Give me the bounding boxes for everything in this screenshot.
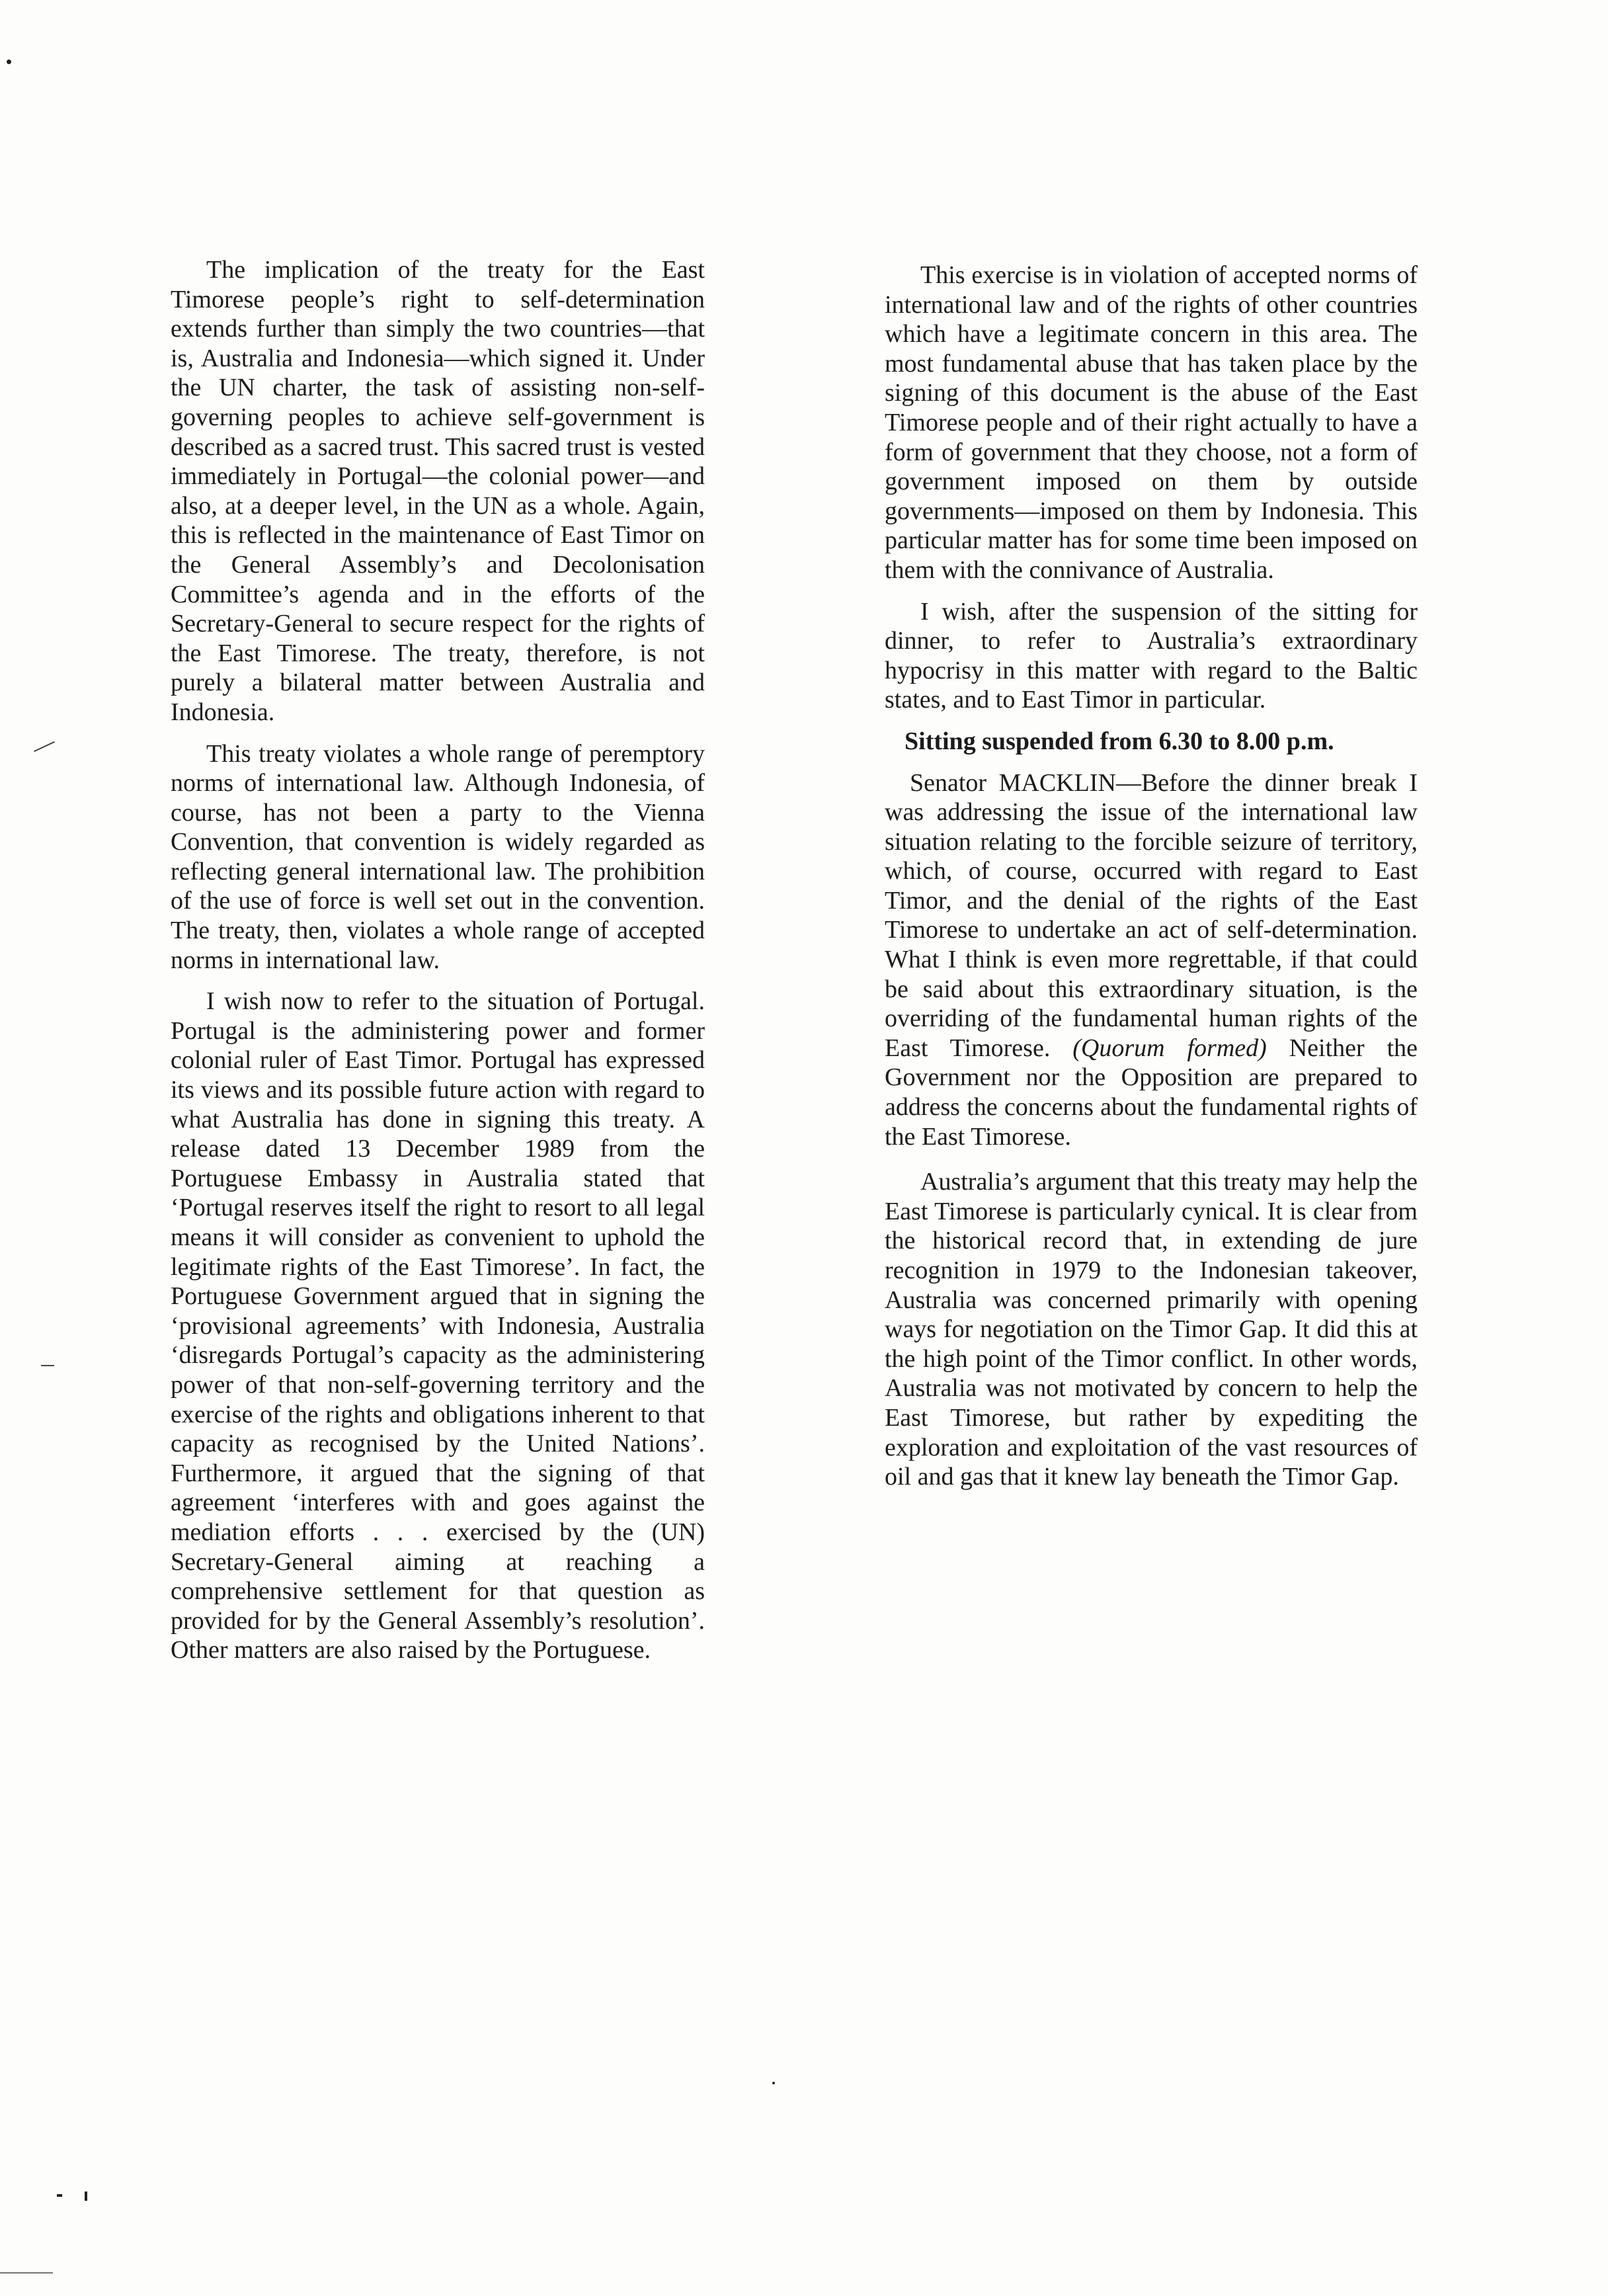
scan-speck-bottom-left [57, 2194, 62, 2197]
left-paragraph-3: I wish now to refer to the situation of Portugal. Portugal is the administering power and former colonial ruler of East Timor. Portugal has expressed its views and its possible future action with regard to what Australia has done in signing this treaty. A release dated 13 December 1989 from the Portuguese Embassy in Australia stated that ‘Portugal reserves itself the right to resort to all legal means it will consider as convenient to uphold the legitimate rights of the East Timorese’. In fact, the Portuguese Government argued that in signing the ‘provisional agreements’ with Indonesia, Australia ‘disregards Portugal’s capacity as the administering power of that non-self-governing territory and the exercise of the rights and obligations inherent to that capacity as recognised by the United Nations’. Furthermore, it argued that the signing of that agreement ‘interferes with and goes against the mediation efforts . . . exercised by the (UN) Secretary-General aiming at reaching a comprehensive settlement for that question as provided for by the General Assembly’s resolution’. Other matters are also raised by the Portuguese. [171, 987, 705, 1664]
speech-text-a: —Before the dinner break I was addressing the issue of the international law situation relating to the forcible seizure of territory, which, of course, occurred with regard to East Timor, and the denial of the rights of the East Timorese to undertake an act of self-determination. What I think is even more regrettable, if that could be said about this extraordinary situation, is the overriding of the fundamental human rights of the East Timorese. [885, 768, 1418, 1062]
right-paragraph-2: I wish, after the suspension of the sitting for dinner, to refer to Australia’s extraordinary hypocrisy in this matter with regard to the Baltic states, and to East Timor in particular. [885, 597, 1418, 714]
left-paragraph-2: This treaty violates a whole range of peremptory norms of international law. Although Indonesia, of course, has not been a party to the Vienna Convention, that convention is widely regarded as reflecting general international law. The prohibition of the use of force is well set out in the convention. The treaty, then, violates a whole range of accepted norms in international law. [171, 739, 705, 974]
left-column [171, 255, 705, 1677]
right-paragraph-1: This exercise is in violation of accepted norms of international law and of the rights of other countries which have a legitimate concern in this area. The most fundamental abuse that has taken place by the signing of this document is the abuse of the East Timorese people and of their right actually to have a form of government that they choose, not a form of government imposed on them by outside governments—imposed on them by Indonesia. This particular matter has for some time been imposed on them with the connivance of Australia. [885, 261, 1418, 584]
right-column [885, 261, 1418, 1504]
sitting-suspended-heading: Sitting suspended from 6.30 to 8.00 p.m. [904, 727, 1334, 755]
speaker-name: Senator MACKLIN [910, 768, 1116, 797]
right-paragraph-3 [885, 768, 1418, 1152]
scan-mark-left-2 [41, 1365, 54, 1366]
scan-speck-mid [772, 2082, 775, 2084]
scan-edge-bottom [0, 2272, 53, 2274]
left-paragraph-1: The implication of the treaty for the East Timorese people’s right to self-determination extends further than simply the two countries—that is, Australia and Indonesia—which signed it. Under the UN charter, the task of assisting non-self-governing peoples to achieve self-government is described as a sacred trust. This sacred trust is vested immediately in Portugal—the colonial power—and also, at a deeper level, in the UN as a whole. Again, this is reflected in the maintenance of East Timor on the General Assembly’s and Decolonisation Committee’s agenda and in the efforts of the Secretary-General to secure respect for the rights of the East Timorese. The treaty, therefore, is not purely a bilateral matter between Australia and Indonesia. [171, 256, 705, 726]
speech-text-b: Neither the Government nor the Opposition are prepared to address the concerns about the fundamental rights of the East Timorese. [885, 1034, 1418, 1151]
quorum-note: (Quorum formed) [1072, 1034, 1267, 1062]
scan-speck-bottom-left-2 [85, 2192, 87, 2201]
right-paragraph-4: Australia’s argument that this treaty may help the East Timorese is particularly cynical. It is clear from the historical record that, in extending de jure recognition in 1979 to the Indonesian takeover, Australia was concerned primarily with opening ways for negotiation on the Timor Gap. It did this at the high point of the Timor conflict. In other words, Australia was not motivated by concern to help the East Timorese, but rather by expediting the exploration and exploitation of the vast resources of oil and gas that it knew lay beneath the Timor Gap. [885, 1168, 1418, 1491]
scan-mark-left-1 [34, 741, 55, 752]
scan-speck-top-left [7, 60, 11, 64]
